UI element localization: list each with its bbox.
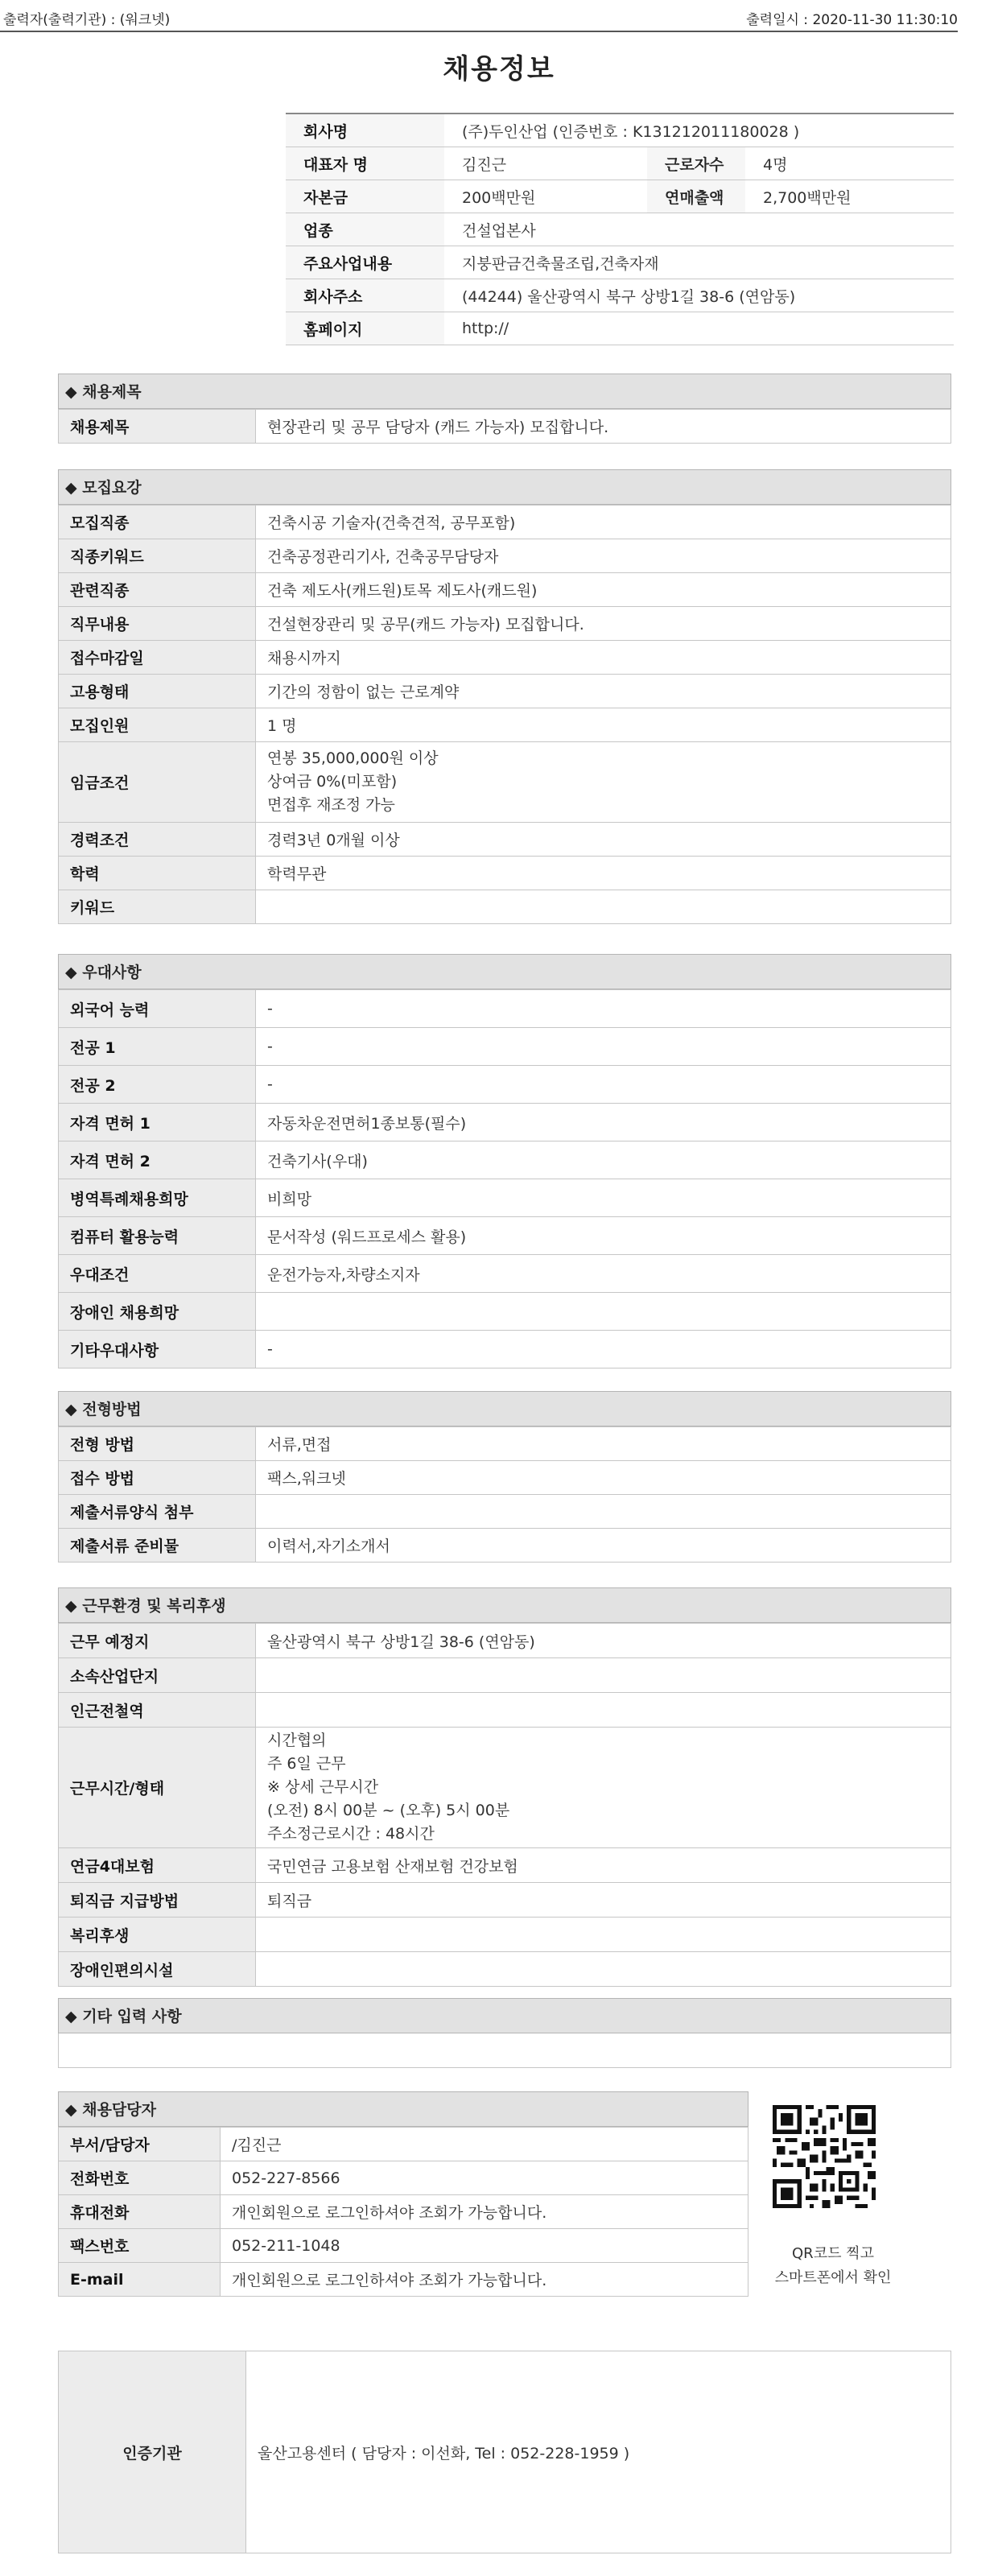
wage-line: 면접후 재조정 가능 (267, 796, 395, 814)
row-value: 기간의 정함이 없는 근로계약 (256, 675, 951, 708)
row-label: 접수 방법 (59, 1461, 256, 1495)
row-value: 이력서,자기소개서 (256, 1529, 951, 1563)
row-value: - (256, 1066, 951, 1104)
industry-value: 건설업본사 (444, 213, 954, 246)
row-label: 인근전철역 (59, 1693, 256, 1728)
row-value: /김진근 (221, 2128, 748, 2161)
company-info-table (286, 113, 954, 345)
row-label: 팩스번호 (59, 2229, 221, 2263)
row-value (256, 890, 951, 924)
page-title: 채용정보 (443, 53, 555, 85)
company-name-label: 회사명 (286, 114, 444, 147)
wage-label: 임금조건 (59, 742, 256, 823)
row-value: 울산광역시 북구 상방1길 38-6 (연암동) (256, 1624, 951, 1658)
row-label: 전화번호 (59, 2161, 221, 2195)
row-label: 고용형태 (59, 675, 256, 708)
hours-label: 근무시간/형태 (59, 1728, 256, 1848)
row-value (256, 1918, 951, 1952)
address-label: 회사주소 (286, 279, 444, 312)
row-label: 병역특례채용희망 (59, 1179, 256, 1217)
recruit-section (58, 469, 951, 924)
row-value: 건축시공 기술자(건축견적, 공무포함) (256, 506, 951, 539)
hours-value (256, 1728, 951, 1848)
employees-label: 근로자수 (647, 147, 745, 180)
etc-section (58, 1998, 951, 2068)
row-label: 소속산업단지 (59, 1658, 256, 1693)
row-label: 전공 2 (59, 1066, 256, 1104)
job-title-value: 현장관리 및 공무 담당자 (캐드 가능자) 모집합니다. (256, 410, 951, 444)
job-title-section-header: ◆ 채용제목 (58, 374, 951, 409)
row-value: 건축기사(우대) (256, 1141, 951, 1179)
row-value: 건축 제도사(캐드원)토목 제도사(캐드원) (256, 573, 951, 607)
row-value (256, 1952, 951, 1987)
etc-section-header: ◆ 기타 입력 사항 (58, 1998, 951, 2033)
row-value: 팩스,워크넷 (256, 1461, 951, 1495)
row-value: 경력3년 0개월 이상 (256, 823, 951, 857)
row-label: 복리후생 (59, 1918, 256, 1952)
recruit-section-header: ◆ 모집요강 (58, 469, 951, 505)
industry-label: 업종 (286, 213, 444, 246)
row-label: 직무내용 (59, 607, 256, 641)
hours-line: 주소정근로시간 : 48시간 (267, 1825, 435, 1843)
homepage-label: 홈페이지 (286, 312, 444, 345)
row-value (256, 1658, 951, 1693)
business-label: 주요사업내용 (286, 246, 444, 279)
row-value: 퇴직금 (256, 1883, 951, 1918)
ceo-label: 대표자 명 (286, 147, 444, 180)
row-label: 키워드 (59, 890, 256, 924)
row-label: 제출서류양식 첨부 (59, 1495, 256, 1529)
wage-line: 상여금 0%(미포함) (267, 773, 398, 791)
row-value: 운전가능자,차량소지자 (256, 1255, 951, 1293)
row-value: - (256, 990, 951, 1028)
homepage-link[interactable]: http:// (444, 312, 954, 345)
hours-line: ※ 상세 근무시간 (267, 1778, 379, 1796)
row-value: - (256, 1028, 951, 1066)
preference-table (58, 989, 951, 1368)
row-label: 자격 면허 2 (59, 1141, 256, 1179)
job-title-section (58, 374, 951, 444)
business-value: 지붕판금건축물조립,건축자재 (444, 246, 954, 279)
contact-section-header: ◆ 채용담당자 (58, 2091, 748, 2127)
contact-table (58, 2127, 748, 2297)
preference-section (58, 954, 951, 1368)
row-value (256, 1495, 951, 1529)
row-label: 장애인 채용희망 (59, 1293, 256, 1331)
row-label: 연금4대보험 (59, 1848, 256, 1883)
qr-code-icon[interactable] (773, 2105, 876, 2208)
row-label: 퇴직금 지급방법 (59, 1883, 256, 1918)
row-label: 제출서류 준비물 (59, 1529, 256, 1563)
row-label: 관련직종 (59, 573, 256, 607)
hours-line: (오전) 8시 00분 ~ (오후) 5시 00분 (267, 1802, 510, 1819)
row-label: 직종키워드 (59, 539, 256, 573)
row-value: 1 명 (256, 708, 951, 742)
output-by: 출력자(출력기관) : (워크넷) (3, 12, 171, 28)
row-value: 자동차운전면허1종보통(필수) (256, 1104, 951, 1141)
capital-value: 200백만원 (444, 180, 647, 213)
row-label: 장애인편의시설 (59, 1952, 256, 1987)
row-value: - (256, 1331, 951, 1368)
row-label: 접수마감일 (59, 641, 256, 675)
wage-line: 연봉 35,000,000원 이상 (267, 749, 439, 767)
row-label: 근무 예정지 (59, 1624, 256, 1658)
row-value: 채용시까지 (256, 641, 951, 675)
row-value (256, 1293, 951, 1331)
hours-line: 주 6일 근무 (267, 1755, 346, 1773)
row-value: 서류,면접 (256, 1427, 951, 1461)
recruit-table (58, 505, 951, 924)
output-date: 출력일시 : 2020-11-30 11:30:10 (746, 12, 958, 28)
row-label: 휴대전화 (59, 2195, 221, 2229)
qr-caption (753, 2242, 913, 2290)
row-value: 문서작성 (워드프로세스 활용) (256, 1217, 951, 1255)
row-value: 국민연금 고용보험 산재보험 건강보험 (256, 1848, 951, 1883)
certifier-label: 인증기관 (59, 2351, 246, 2553)
address-value: (44244) 울산광역시 북구 상방1길 38-6 (연암동) (444, 279, 954, 312)
selection-table (58, 1426, 951, 1563)
certifier-value: 울산고용센터 ( 담당자 : 이선화, Tel : 052-228-1959 ) (246, 2351, 951, 2553)
row-label: 전형 방법 (59, 1427, 256, 1461)
row-label: 학력 (59, 857, 256, 890)
row-label: 전공 1 (59, 1028, 256, 1066)
row-value (256, 1693, 951, 1728)
row-value: 비희망 (256, 1179, 951, 1217)
row-value: 052-211-1048 (221, 2229, 748, 2263)
work-table (58, 1623, 951, 1987)
etc-content (58, 2033, 951, 2068)
print-header (0, 5, 958, 32)
hours-line: 시간협의 (267, 1732, 327, 1749)
contact-section (58, 2091, 748, 2297)
row-label: 모집직종 (59, 506, 256, 539)
sales-value: 2,700백만원 (745, 180, 954, 213)
sales-label: 연매출액 (647, 180, 745, 213)
row-label: 부서/담당자 (59, 2128, 221, 2161)
row-value: 학력무관 (256, 857, 951, 890)
row-value: 개인회원으로 로그인하셔야 조회가 가능합니다. (221, 2263, 748, 2297)
work-section-header: ◆ 근무환경 및 복리후생 (58, 1587, 951, 1623)
qr-caption-line-1: QR코드 찍고 (792, 2245, 874, 2262)
capital-label: 자본금 (286, 180, 444, 213)
preference-section-header: ◆ 우대사항 (58, 954, 951, 989)
row-label: 외국어 능력 (59, 990, 256, 1028)
row-label: 우대조건 (59, 1255, 256, 1293)
row-value: 052-227-8566 (221, 2161, 748, 2195)
row-value: 개인회원으로 로그인하셔야 조회가 가능합니다. (221, 2195, 748, 2229)
row-label: 자격 면허 1 (59, 1104, 256, 1141)
row-label: 모집인원 (59, 708, 256, 742)
selection-section (58, 1391, 951, 1563)
company-name: (주)두인산업 (인증번호 : K131212011180028 ) (444, 114, 954, 147)
row-label: E-mail (59, 2263, 221, 2297)
row-label: 컴퓨터 활용능력 (59, 1217, 256, 1255)
qr-caption-line-2: 스마트폰에서 확인 (774, 2269, 892, 2286)
employees-value: 4명 (745, 147, 954, 180)
row-value: 건설현장관리 및 공무(캐드 가능자) 모집합니다. (256, 607, 951, 641)
row-label: 경력조건 (59, 823, 256, 857)
row-value: 건축공정관리기사, 건축공무담당자 (256, 539, 951, 573)
selection-section-header: ◆ 전형방법 (58, 1391, 951, 1426)
wage-value (256, 742, 951, 823)
work-section (58, 1587, 951, 1987)
job-title-label: 채용제목 (59, 410, 256, 444)
certifier-table (58, 2351, 951, 2553)
row-label: 기타우대사항 (59, 1331, 256, 1368)
ceo-name: 김진근 (444, 147, 647, 180)
